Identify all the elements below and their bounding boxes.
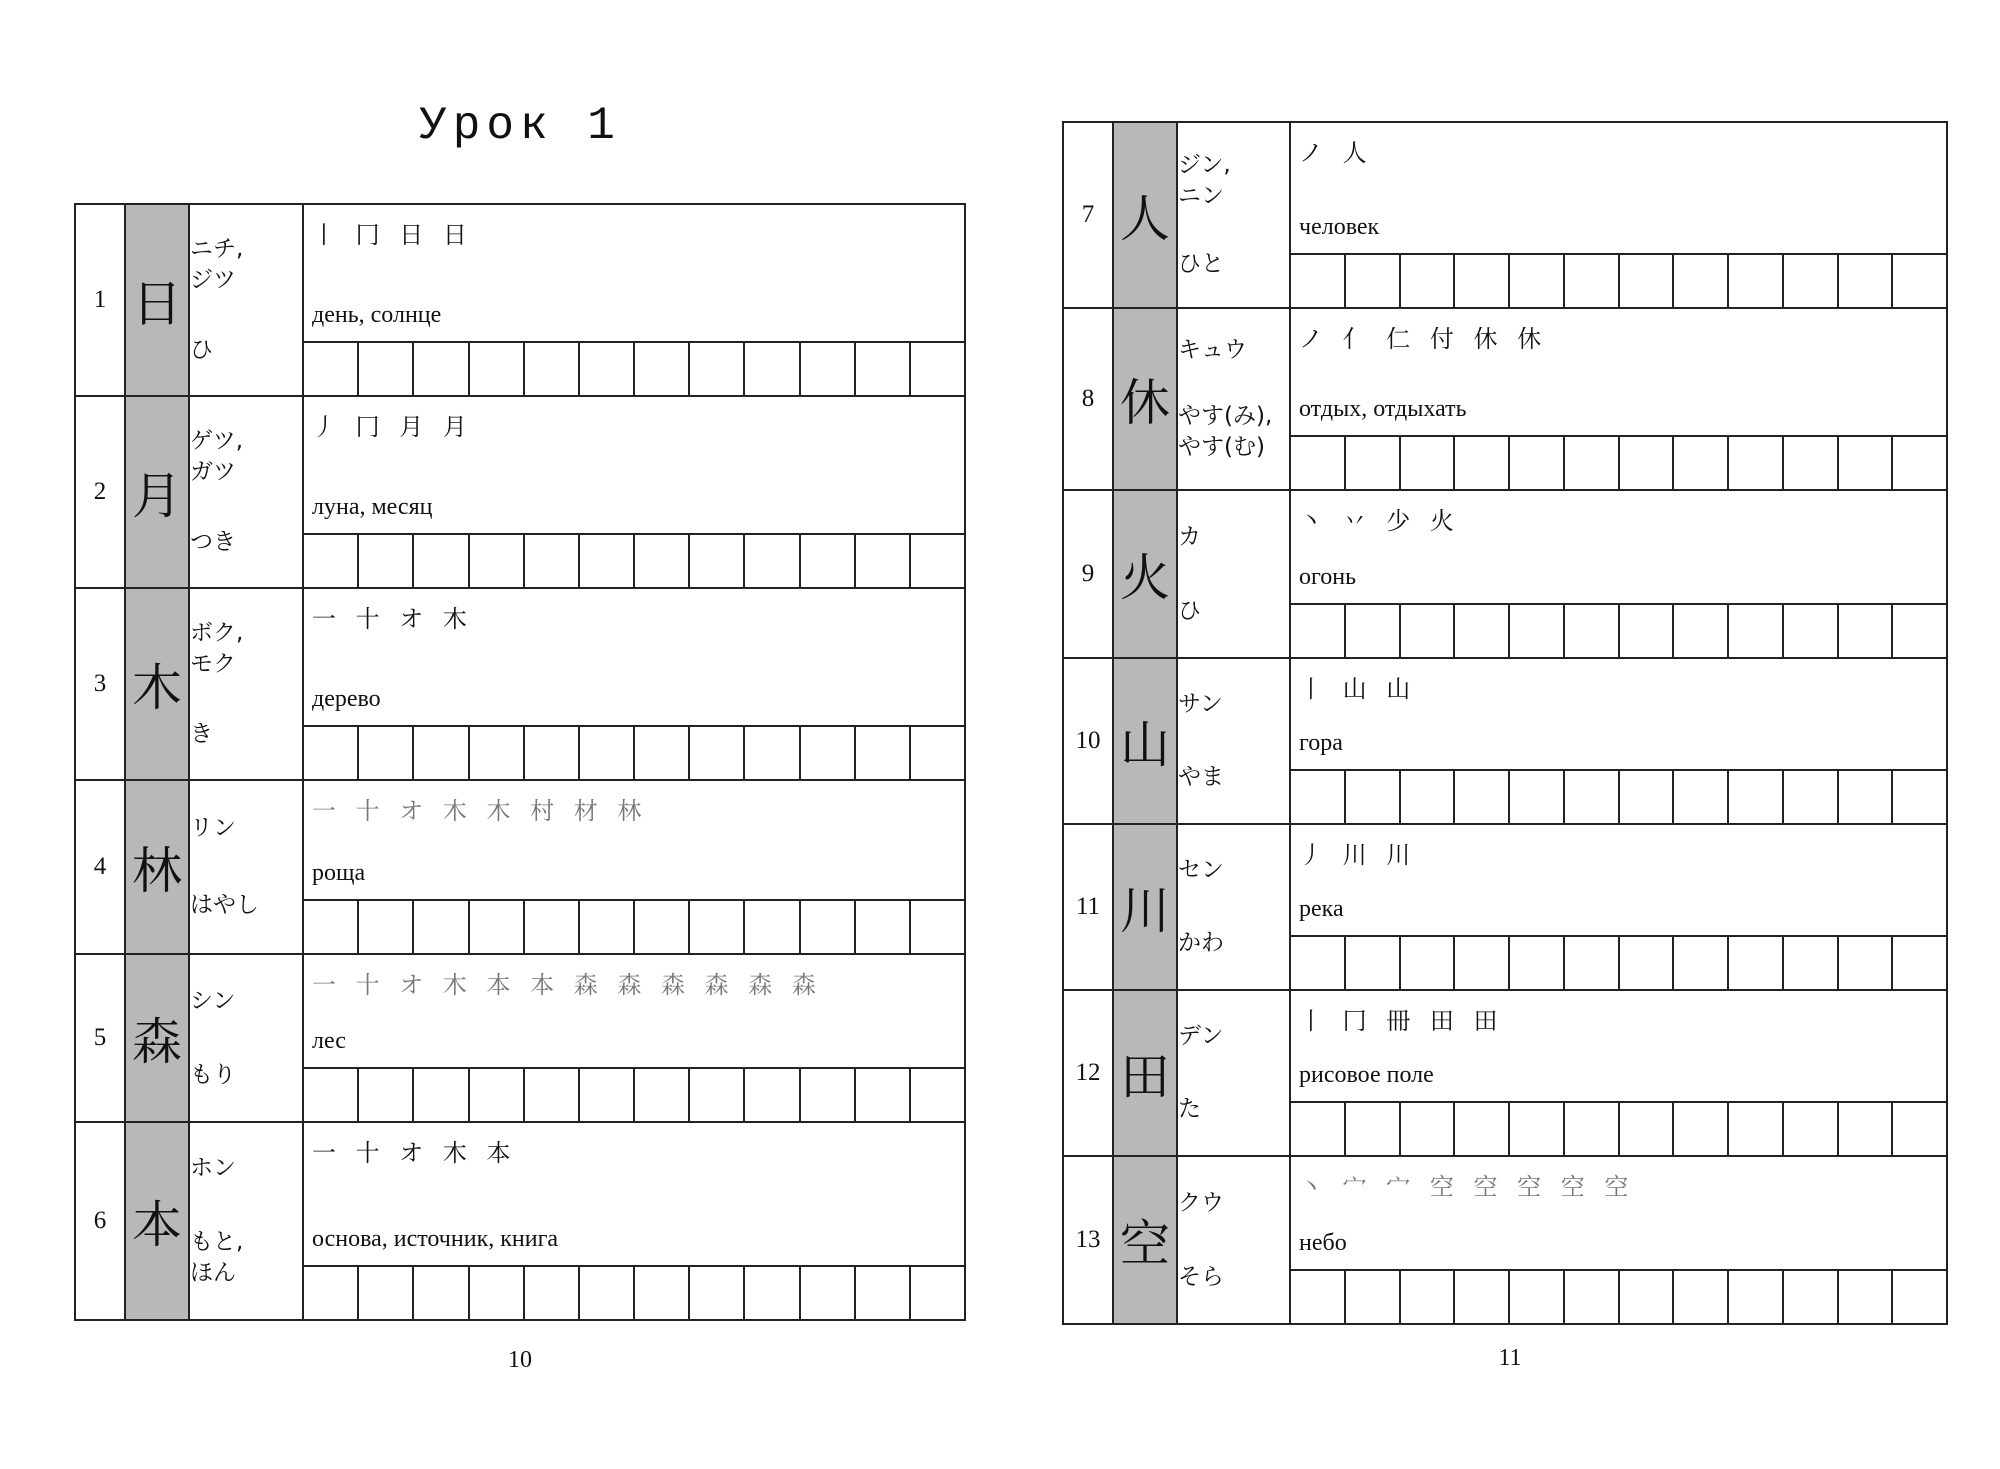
kun-reading: もと, ほん xyxy=(190,1228,244,1286)
practice-box[interactable] xyxy=(1839,255,1894,307)
practice-box[interactable] xyxy=(1510,1103,1565,1155)
readings-cell xyxy=(1177,990,1290,1156)
practice-box[interactable] xyxy=(1291,937,1346,989)
practice-box[interactable] xyxy=(304,1267,359,1319)
stroke-meaning-cell xyxy=(303,588,965,780)
practice-box[interactable] xyxy=(304,727,359,779)
entry-number: 7 xyxy=(1063,122,1113,308)
meaning-text: небо xyxy=(1299,1230,1347,1256)
practice-grid xyxy=(1291,1269,1946,1323)
practice-box[interactable] xyxy=(801,727,856,779)
practice-box[interactable] xyxy=(1291,437,1346,489)
practice-box[interactable] xyxy=(1346,937,1401,989)
practice-box[interactable] xyxy=(1346,771,1401,823)
readings-cell xyxy=(1177,658,1290,824)
readings-cell xyxy=(189,954,303,1122)
practice-box[interactable] xyxy=(580,343,635,395)
kun-reading: ひ xyxy=(190,337,213,364)
entry-number: 5 xyxy=(75,954,125,1122)
practice-box[interactable] xyxy=(1674,1103,1729,1155)
stroke-meaning-cell xyxy=(303,396,965,588)
right-page-number: 11 xyxy=(1498,1345,1522,1371)
stroke-meaning-cell xyxy=(1290,1156,1947,1324)
practice-grid xyxy=(304,899,964,953)
practice-box[interactable] xyxy=(1893,771,1946,823)
entry-number: 3 xyxy=(75,588,125,780)
practice-box[interactable] xyxy=(1455,1271,1510,1323)
kun-reading: かわ xyxy=(1178,930,1224,956)
practice-box[interactable] xyxy=(1510,437,1565,489)
practice-box[interactable] xyxy=(580,1267,635,1319)
practice-box[interactable] xyxy=(470,343,525,395)
on-reading: ジン, ニン xyxy=(1178,152,1231,210)
meaning-text: роща xyxy=(312,860,366,886)
entry-number: 9 xyxy=(1063,490,1113,658)
practice-box[interactable] xyxy=(911,901,964,953)
practice-box[interactable] xyxy=(1839,1103,1894,1155)
practice-box[interactable] xyxy=(1565,1103,1620,1155)
practice-box[interactable] xyxy=(1346,1103,1401,1155)
practice-box[interactable] xyxy=(1620,771,1675,823)
practice-box[interactable] xyxy=(580,727,635,779)
on-reading: シン xyxy=(190,987,236,1014)
meaning-text: рисовое поле xyxy=(1299,1062,1434,1088)
practice-box[interactable] xyxy=(525,343,580,395)
practice-box[interactable] xyxy=(304,1069,359,1121)
on-reading: セン xyxy=(1178,857,1224,883)
kun-reading: そら xyxy=(1178,1263,1224,1290)
practice-box[interactable] xyxy=(414,535,469,587)
practice-box[interactable] xyxy=(525,1069,580,1121)
practice-box[interactable] xyxy=(1893,937,1946,989)
practice-grid xyxy=(304,341,964,395)
stroke-order: ノ 亻 仁 付 休 休 xyxy=(1299,325,1548,353)
practice-box[interactable] xyxy=(1455,255,1510,307)
practice-box[interactable] xyxy=(1401,605,1456,657)
stroke-meaning-cell xyxy=(1290,490,1947,658)
stroke-order: ノ 人 xyxy=(1299,139,1373,167)
meaning-text: лес xyxy=(312,1028,346,1054)
kanji-entry-row xyxy=(1063,122,1947,308)
practice-box[interactable] xyxy=(856,535,911,587)
kanji-entry-row xyxy=(1063,490,1947,658)
practice-box[interactable] xyxy=(1729,1271,1784,1323)
practice-box[interactable] xyxy=(414,1069,469,1121)
on-reading: クウ xyxy=(1178,1189,1224,1216)
readings-cell xyxy=(1177,308,1290,490)
stroke-order: 丨 冂 冊 田 田 xyxy=(1299,1007,1504,1035)
entry-number: 4 xyxy=(75,780,125,954)
stroke-order: 丨 冂 日 日 xyxy=(312,221,473,249)
practice-box[interactable] xyxy=(580,901,635,953)
practice-box[interactable] xyxy=(1620,937,1675,989)
practice-box[interactable] xyxy=(1455,1103,1510,1155)
on-reading: ボク, モク xyxy=(190,619,244,677)
meaning-text: человек xyxy=(1299,214,1380,240)
practice-box[interactable] xyxy=(359,901,414,953)
practice-box[interactable] xyxy=(801,901,856,953)
practice-box[interactable] xyxy=(359,1267,414,1319)
practice-box[interactable] xyxy=(1291,1271,1346,1323)
stroke-order: 丨 山 山 xyxy=(1299,675,1417,703)
practice-box[interactable] xyxy=(1674,255,1729,307)
kanji-entry-row xyxy=(1063,824,1947,990)
practice-grid xyxy=(304,533,964,587)
kanji-character: 川 xyxy=(1113,824,1177,990)
kanji-entry-row xyxy=(75,1122,965,1320)
practice-box[interactable] xyxy=(1510,605,1565,657)
practice-box[interactable] xyxy=(1893,1271,1946,1323)
kun-reading: た xyxy=(1178,1096,1201,1122)
stroke-order: 丿 冂 月 月 xyxy=(312,413,473,441)
stroke-order: 丿 川 川 xyxy=(1299,841,1417,869)
stroke-order: 丶 宀 宀 空 空 空 空 空 xyxy=(1299,1173,1635,1201)
practice-box[interactable] xyxy=(690,343,745,395)
kun-reading: ひ xyxy=(1178,597,1201,624)
on-reading: ゲツ, ガツ xyxy=(190,427,244,485)
practice-box[interactable] xyxy=(856,1069,911,1121)
practice-box[interactable] xyxy=(1620,605,1675,657)
entry-number: 1 xyxy=(75,204,125,396)
kanji-character: 山 xyxy=(1113,658,1177,824)
kanji-character: 木 xyxy=(125,588,189,780)
practice-box[interactable] xyxy=(1565,255,1620,307)
meaning-text: луна, месяц xyxy=(312,494,433,520)
practice-box[interactable] xyxy=(635,901,690,953)
practice-box[interactable] xyxy=(745,1069,800,1121)
practice-box[interactable] xyxy=(1784,437,1839,489)
practice-box[interactable] xyxy=(1510,937,1565,989)
practice-box[interactable] xyxy=(1291,1103,1346,1155)
practice-box[interactable] xyxy=(1729,255,1784,307)
practice-box[interactable] xyxy=(1346,605,1401,657)
practice-box[interactable] xyxy=(1291,771,1346,823)
kun-reading: つき xyxy=(190,529,236,556)
practice-box[interactable] xyxy=(1455,771,1510,823)
readings-cell xyxy=(1177,122,1290,308)
meaning-text: основа, источник, книга xyxy=(312,1226,559,1252)
kanji-entry-row xyxy=(75,396,965,588)
practice-grid xyxy=(1291,435,1946,489)
kanji-character: 人 xyxy=(1113,122,1177,308)
stroke-meaning-cell xyxy=(1290,990,1947,1156)
practice-box[interactable] xyxy=(1784,937,1839,989)
practice-box[interactable] xyxy=(1510,771,1565,823)
kanji-entry-row xyxy=(1063,990,1947,1156)
on-reading: リン xyxy=(190,815,236,841)
practice-box[interactable] xyxy=(1839,937,1894,989)
stroke-meaning-cell xyxy=(1290,308,1947,490)
kanji-entry-row xyxy=(75,588,965,780)
practice-box[interactable] xyxy=(635,1069,690,1121)
practice-box[interactable] xyxy=(801,343,856,395)
readings-cell xyxy=(1177,1156,1290,1324)
practice-box[interactable] xyxy=(1729,605,1784,657)
practice-box[interactable] xyxy=(635,1267,690,1319)
practice-box[interactable] xyxy=(1620,255,1675,307)
practice-box[interactable] xyxy=(1784,605,1839,657)
entry-number: 10 xyxy=(1063,658,1113,824)
practice-grid xyxy=(1291,253,1946,307)
practice-box[interactable] xyxy=(359,535,414,587)
meaning-text: день, солнце xyxy=(312,302,442,328)
stroke-meaning-cell xyxy=(303,780,965,954)
practice-box[interactable] xyxy=(1784,1271,1839,1323)
kanji-entry-row xyxy=(75,204,965,396)
practice-box[interactable] xyxy=(1839,1271,1894,1323)
readings-cell xyxy=(189,204,303,396)
practice-box[interactable] xyxy=(1620,1103,1675,1155)
practice-box[interactable] xyxy=(1839,437,1894,489)
on-reading: ホン xyxy=(190,1155,236,1182)
practice-box[interactable] xyxy=(470,535,525,587)
practice-box[interactable] xyxy=(414,727,469,779)
practice-box[interactable] xyxy=(1565,605,1620,657)
readings-cell xyxy=(1177,490,1290,658)
practice-box[interactable] xyxy=(745,727,800,779)
practice-grid xyxy=(304,725,964,779)
stroke-meaning-cell xyxy=(303,954,965,1122)
on-reading: カ xyxy=(1178,523,1201,550)
practice-box[interactable] xyxy=(1784,1103,1839,1155)
practice-grid xyxy=(1291,769,1946,823)
kun-reading: もり xyxy=(190,1061,236,1088)
practice-box[interactable] xyxy=(525,727,580,779)
kanji-character: 田 xyxy=(1113,990,1177,1156)
practice-box[interactable] xyxy=(1893,255,1946,307)
practice-box[interactable] xyxy=(1455,605,1510,657)
kanji-character: 火 xyxy=(1113,490,1177,658)
right-kanji-table xyxy=(1062,121,1948,1325)
practice-box[interactable] xyxy=(359,727,414,779)
meaning-text: гора xyxy=(1299,730,1343,756)
practice-box[interactable] xyxy=(801,535,856,587)
practice-box[interactable] xyxy=(1401,437,1456,489)
practice-box[interactable] xyxy=(1510,1271,1565,1323)
practice-box[interactable] xyxy=(856,727,911,779)
on-reading: ニチ, ジツ xyxy=(190,235,244,293)
stroke-order: 一 十 オ 木 本 xyxy=(312,1139,517,1167)
stroke-meaning-cell xyxy=(1290,658,1947,824)
entry-number: 11 xyxy=(1063,824,1113,990)
practice-box[interactable] xyxy=(1674,605,1729,657)
kanji-entry-row xyxy=(1063,658,1947,824)
kanji-entry-row xyxy=(1063,308,1947,490)
stroke-order: 丶 丷 少 火 xyxy=(1299,507,1460,535)
left-kanji-table xyxy=(74,203,966,1321)
practice-box[interactable] xyxy=(1455,437,1510,489)
practice-box[interactable] xyxy=(1291,605,1346,657)
kanji-character: 空 xyxy=(1113,1156,1177,1324)
kanji-character: 森 xyxy=(125,954,189,1122)
practice-box[interactable] xyxy=(911,1267,964,1319)
practice-box[interactable] xyxy=(1893,1103,1946,1155)
practice-box[interactable] xyxy=(1565,1271,1620,1323)
practice-box[interactable] xyxy=(1401,937,1456,989)
practice-box[interactable] xyxy=(525,1267,580,1319)
practice-box[interactable] xyxy=(1346,1271,1401,1323)
kun-reading: やす(み), やす(む) xyxy=(1178,402,1273,460)
practice-box[interactable] xyxy=(911,1069,964,1121)
practice-box[interactable] xyxy=(470,901,525,953)
kanji-character: 休 xyxy=(1113,308,1177,490)
practice-box[interactable] xyxy=(580,535,635,587)
kun-reading: はやし xyxy=(190,892,259,918)
practice-box[interactable] xyxy=(1784,255,1839,307)
practice-box[interactable] xyxy=(304,901,359,953)
practice-box[interactable] xyxy=(1729,437,1784,489)
practice-box[interactable] xyxy=(1346,437,1401,489)
readings-cell xyxy=(189,780,303,954)
on-reading: サン xyxy=(1178,691,1223,717)
stroke-order: 一 十 オ 木 xyxy=(312,605,473,633)
practice-box[interactable] xyxy=(1401,771,1456,823)
practice-box[interactable] xyxy=(1893,605,1946,657)
stroke-meaning-cell xyxy=(303,1122,965,1320)
readings-cell xyxy=(189,396,303,588)
practice-grid xyxy=(1291,603,1946,657)
stroke-meaning-cell xyxy=(1290,824,1947,990)
kanji-entry-row xyxy=(75,954,965,1122)
practice-box[interactable] xyxy=(690,1267,745,1319)
practice-box[interactable] xyxy=(1401,1271,1456,1323)
practice-box[interactable] xyxy=(801,1069,856,1121)
practice-box[interactable] xyxy=(1674,437,1729,489)
kanji-character: 林 xyxy=(125,780,189,954)
practice-box[interactable] xyxy=(1620,1271,1675,1323)
kun-reading: き xyxy=(190,721,213,748)
practice-box[interactable] xyxy=(745,1267,800,1319)
practice-box[interactable] xyxy=(1839,605,1894,657)
practice-grid xyxy=(304,1265,964,1319)
practice-box[interactable] xyxy=(635,343,690,395)
kanji-character: 本 xyxy=(125,1122,189,1320)
readings-cell xyxy=(189,588,303,780)
practice-box[interactable] xyxy=(470,727,525,779)
meaning-text: огонь xyxy=(1299,564,1357,590)
practice-box[interactable] xyxy=(304,343,359,395)
stroke-order: 一 十 オ 木 木 村 材 林 xyxy=(312,797,648,825)
meaning-text: отдых, отдыхать xyxy=(1299,396,1467,422)
kun-reading: ひと xyxy=(1178,250,1224,277)
readings-cell xyxy=(189,1122,303,1320)
practice-box[interactable] xyxy=(911,535,964,587)
meaning-text: река xyxy=(1299,896,1344,922)
kanji-entry-row xyxy=(1063,1156,1947,1324)
practice-box[interactable] xyxy=(359,343,414,395)
practice-box[interactable] xyxy=(304,535,359,587)
kanji-character: 日 xyxy=(125,204,189,396)
practice-box[interactable] xyxy=(745,343,800,395)
entry-number: 8 xyxy=(1063,308,1113,490)
practice-box[interactable] xyxy=(470,1267,525,1319)
entry-number: 13 xyxy=(1063,1156,1113,1324)
practice-box[interactable] xyxy=(525,535,580,587)
practice-box[interactable] xyxy=(1784,771,1839,823)
stroke-meaning-cell xyxy=(1290,122,1947,308)
practice-grid xyxy=(1291,935,1946,989)
practice-box[interactable] xyxy=(745,535,800,587)
practice-box[interactable] xyxy=(1455,937,1510,989)
practice-box[interactable] xyxy=(801,1267,856,1319)
practice-box[interactable] xyxy=(359,1069,414,1121)
kun-reading: やま xyxy=(1178,764,1224,790)
practice-box[interactable] xyxy=(1565,937,1620,989)
kanji-character: 月 xyxy=(125,396,189,588)
lesson-title: Урок 1 xyxy=(419,100,621,152)
practice-box[interactable] xyxy=(414,1267,469,1319)
practice-box[interactable] xyxy=(414,901,469,953)
practice-box[interactable] xyxy=(1346,255,1401,307)
practice-box[interactable] xyxy=(690,1069,745,1121)
practice-box[interactable] xyxy=(470,1069,525,1121)
practice-box[interactable] xyxy=(1674,1271,1729,1323)
practice-box[interactable] xyxy=(856,1267,911,1319)
practice-grid xyxy=(1291,1101,1946,1155)
readings-cell xyxy=(1177,824,1290,990)
practice-box[interactable] xyxy=(1510,255,1565,307)
practice-box[interactable] xyxy=(1839,771,1894,823)
practice-box[interactable] xyxy=(690,727,745,779)
practice-box[interactable] xyxy=(635,727,690,779)
practice-box[interactable] xyxy=(1729,771,1784,823)
practice-box[interactable] xyxy=(1729,1103,1784,1155)
practice-box[interactable] xyxy=(1565,771,1620,823)
stroke-order: 一 十 オ 木 本 本 森 森 森 森 森 森 xyxy=(312,971,822,999)
practice-box[interactable] xyxy=(1401,255,1456,307)
left-page-number: 10 xyxy=(508,1347,532,1373)
entry-number: 2 xyxy=(75,396,125,588)
practice-box[interactable] xyxy=(525,901,580,953)
practice-box[interactable] xyxy=(856,343,911,395)
entry-number: 12 xyxy=(1063,990,1113,1156)
practice-box[interactable] xyxy=(856,901,911,953)
practice-box[interactable] xyxy=(580,1069,635,1121)
kanji-entry-row xyxy=(75,780,965,954)
on-reading: デン xyxy=(1178,1023,1224,1049)
practice-box[interactable] xyxy=(1674,937,1729,989)
practice-box[interactable] xyxy=(414,343,469,395)
practice-grid xyxy=(304,1067,964,1121)
practice-box[interactable] xyxy=(1565,437,1620,489)
on-reading: キュウ xyxy=(1178,337,1247,364)
practice-box[interactable] xyxy=(911,343,964,395)
practice-box[interactable] xyxy=(1291,255,1346,307)
practice-box[interactable] xyxy=(690,901,745,953)
practice-box[interactable] xyxy=(635,535,690,587)
practice-box[interactable] xyxy=(690,535,745,587)
practice-box[interactable] xyxy=(745,901,800,953)
practice-box[interactable] xyxy=(1893,437,1946,489)
practice-box[interactable] xyxy=(1620,437,1675,489)
practice-box[interactable] xyxy=(1729,937,1784,989)
stroke-meaning-cell xyxy=(303,204,965,396)
practice-box[interactable] xyxy=(1674,771,1729,823)
practice-box[interactable] xyxy=(1401,1103,1456,1155)
entry-number: 6 xyxy=(75,1122,125,1320)
practice-box[interactable] xyxy=(911,727,964,779)
meaning-text: дерево xyxy=(312,686,381,712)
